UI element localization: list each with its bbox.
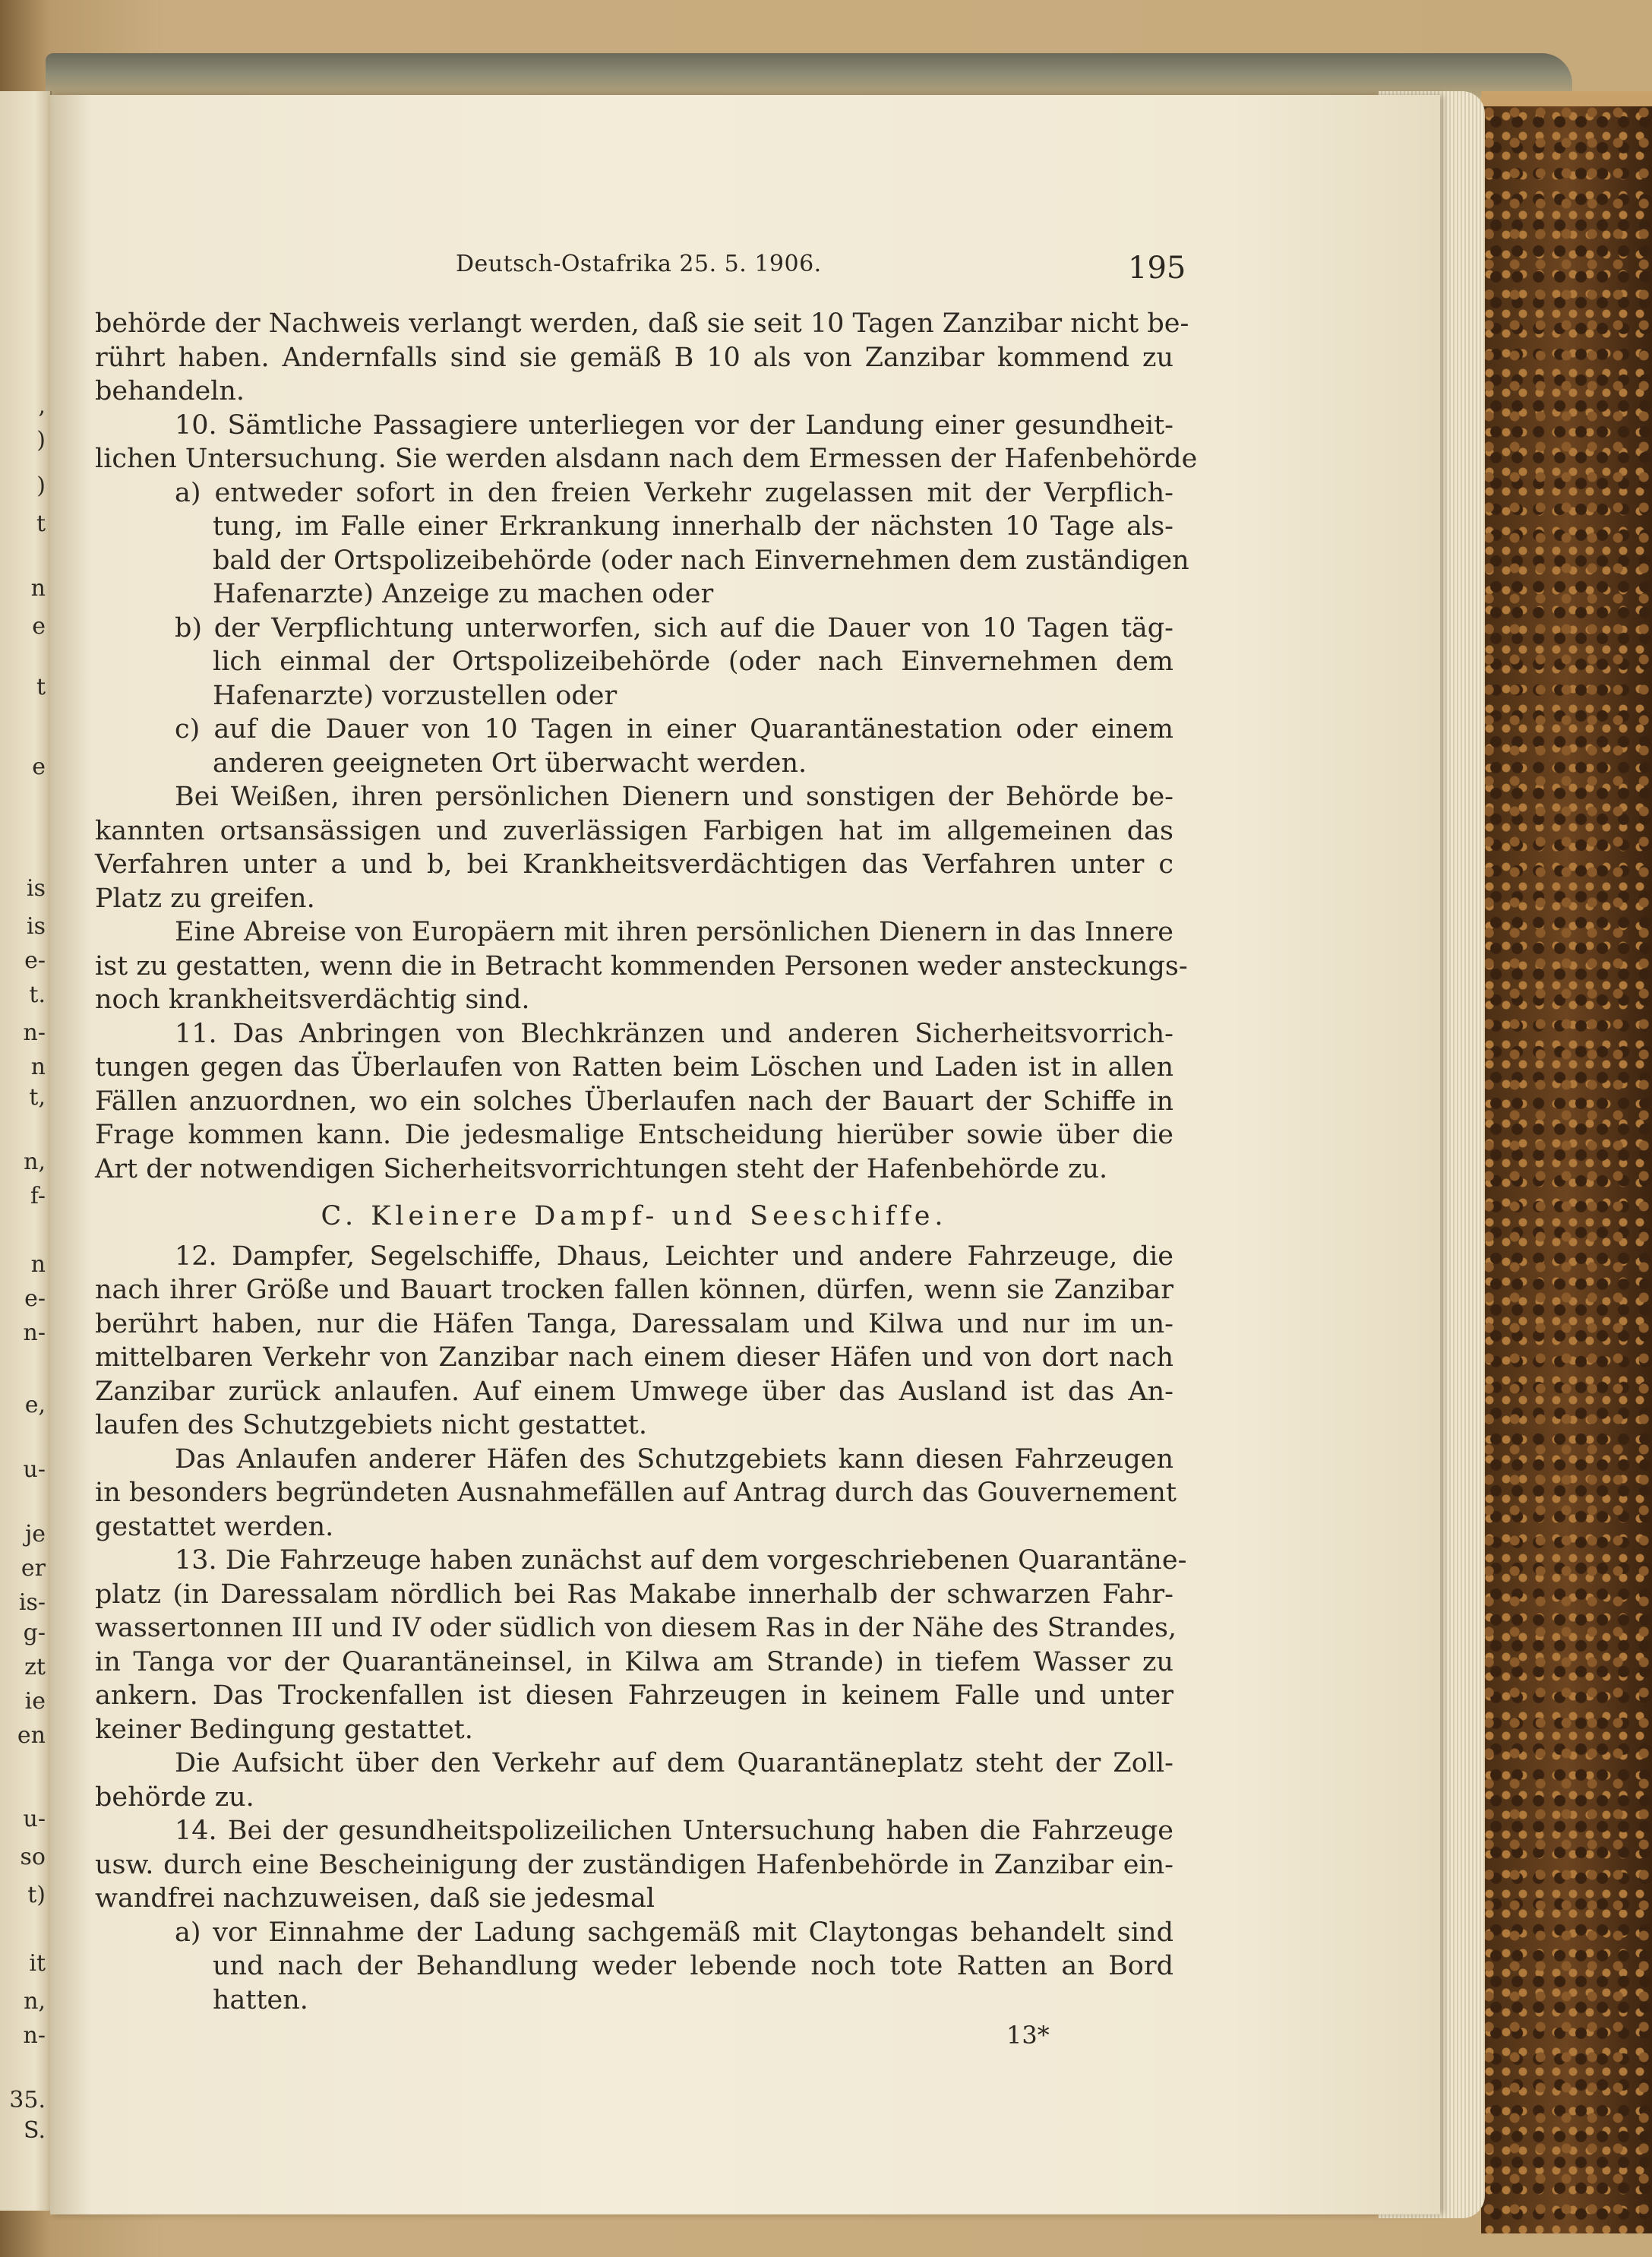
- text-line: behörde zu.: [95, 1781, 254, 1813]
- left-page-strip: [0, 91, 52, 2211]
- text-line: b) der Verpflichtung unterworfen, sich auf die Dauer von 10 Tagen täg-: [175, 612, 1173, 643]
- text-line: 12. Dampfer, Segelschiffe, Dhaus, Leichter und andere Fahrzeuge, die: [175, 1241, 1173, 1272]
- text-line: gestattet werden.: [95, 1511, 334, 1542]
- left-page-fragment: is: [27, 913, 46, 940]
- text-line: platz (in Daressalam nördlich bei Ras Makabe innerhalb der schwarzen Fahr-: [95, 1579, 1173, 1610]
- text-line: tung, im Falle einer Erkrankung innerhalb der nächsten 10 Tage als-: [213, 511, 1173, 542]
- left-page-fragment: t,: [29, 1084, 46, 1111]
- left-page-fragment: e: [32, 754, 46, 780]
- left-page-fragment: u-: [23, 1456, 46, 1483]
- body-text: [95, 307, 1198, 2017]
- left-page-fragment: e,: [24, 1392, 46, 1418]
- left-page-fragment: t.: [29, 982, 46, 1008]
- left-page-fragment: e-: [24, 947, 46, 974]
- text-line: Art der notwendigen Sicherheitsvorrichtungen steht der Hafenbehörde zu.: [95, 1153, 1108, 1184]
- running-head: Deutsch-Ostafrika 25. 5. 1906.: [456, 251, 822, 277]
- marbled-cover: [1481, 106, 1652, 2233]
- text-line: lichen Untersuchung. Sie werden alsdann nach dem Ermessen der Hafenbehörde: [95, 444, 1198, 474]
- left-page-fragment: t): [27, 1882, 46, 1908]
- text-line: Eine Abreise von Europäern mit ihren persönlichen Dienern in das Innere: [175, 917, 1173, 947]
- text-line: 14. Bei der gesundheitspolizeilichen Untersuchung haben die Fahrzeuge: [175, 1816, 1173, 1846]
- left-page-fragment: ,: [38, 393, 46, 419]
- text-line: Hafenarzte) vorzustellen oder: [213, 680, 618, 711]
- left-page-fragment: ): [36, 473, 46, 499]
- text-line: usw. durch eine Bescheinigung der zuständigen Hafenbehörde in Zanzibar ein-: [95, 1849, 1173, 1880]
- text-line: Die Aufsicht über den Verkehr auf dem Quarantäneplatz steht der Zoll-: [175, 1748, 1173, 1778]
- text-line: laufen des Schutzgebiets nicht gestattet.: [95, 1410, 648, 1440]
- left-page-fragment: e: [32, 613, 46, 640]
- text-line: behörde der Nachweis verlangt werden, daß sie seit 10 Tagen Zanzibar nicht be-: [95, 308, 1189, 339]
- text-line: berührt haben, nur die Häfen Tanga, Daressalam und Kilwa und nur im un-: [95, 1308, 1173, 1339]
- text-line: wassertonnen III und IV oder südlich von diesem Ras in der Nähe des Strandes,: [95, 1613, 1177, 1643]
- text-line: anderen geeigneten Ort überwacht werden.: [213, 748, 807, 779]
- text-line: Platz zu greifen.: [95, 883, 315, 914]
- text-line: Zanzibar zurück anlaufen. Auf einem Umwege über das Ausland ist das An-: [95, 1376, 1173, 1407]
- signature-mark: 13*: [1006, 2021, 1050, 2050]
- text-line: hatten.: [213, 1984, 308, 2015]
- left-page-fragment: 35.: [9, 2087, 46, 2113]
- left-page-fragment: g-: [23, 1620, 46, 1646]
- text-line: Verfahren unter a und b, bei Krankheitsverdächtigen das Verfahren unter c: [95, 849, 1173, 880]
- text-line: a) vor Einnahme der Ladung sachgemäß mit Claytongas behandelt sind: [175, 1917, 1173, 1948]
- left-page-fragment: is: [27, 875, 46, 902]
- left-page-fragment: ): [36, 427, 46, 454]
- text-line: Fällen anzuordnen, wo ein solches Überlaufen nach der Bauart der Schiffe in: [95, 1086, 1173, 1117]
- left-page-fragment: e-: [24, 1285, 46, 1312]
- text-line: ist zu gestatten, wenn die in Betracht kommenden Personen weder ansteckungs-: [95, 950, 1188, 982]
- text-line: 11. Das Anbringen von Blechkränzen und anderen Sicherheitsvorrich-: [175, 1018, 1173, 1049]
- text-line: Bei Weißen, ihren persönlichen Dienern und sonstigen der Behörde be-: [175, 782, 1173, 812]
- left-page-fragment: u-: [23, 1806, 46, 1832]
- text-line: c) auf die Dauer von 10 Tagen in einer Quarantänestation oder einem: [175, 714, 1173, 744]
- page-number: 195: [1128, 251, 1186, 286]
- left-page-fragment: it: [29, 1950, 46, 1977]
- text-line: rührt haben. Andernfalls sind sie gemäß B 10 als von Zanzibar kommend zu: [95, 342, 1173, 373]
- text-line: Hafenarzte) Anzeige zu machen oder: [213, 579, 714, 609]
- left-page-fragment: so: [20, 1844, 46, 1870]
- left-page-fragment: ie: [24, 1688, 46, 1715]
- left-page-fragment: n: [30, 1054, 46, 1080]
- text-line: keiner Bedingung gestattet.: [95, 1714, 473, 1745]
- book-binding: [46, 53, 1572, 99]
- text-line: in besonders begründeten Ausnahmefällen auf Antrag durch das Gouvernement: [95, 1478, 1177, 1508]
- left-page-fragment: S.: [23, 2117, 46, 2144]
- left-page-fragment: n: [30, 1251, 46, 1278]
- left-page-fragment: zt: [24, 1654, 46, 1680]
- text-line: bald der Ortspolizeibehörde (oder nach Einvernehmen dem zuständigen: [213, 545, 1189, 576]
- text-line: Frage kommen kann. Die jedesmalige Entscheidung hierüber sowie über die: [95, 1120, 1173, 1150]
- text-line: mittelbaren Verkehr von Zanzibar nach einem dieser Häfen und von dort nach: [95, 1342, 1173, 1373]
- left-page-fragment: je: [24, 1521, 46, 1547]
- text-line: a) entweder sofort in den freien Verkehr zugelassen mit der Verpflich-: [175, 477, 1173, 508]
- left-page-fragment: t: [36, 674, 46, 700]
- text-line: behandeln.: [95, 376, 245, 406]
- left-page-fragment: n: [30, 575, 46, 602]
- text-line: 10. Sämtliche Passagiere unterliegen vor der Landung einer gesundheit-: [175, 409, 1173, 441]
- left-page-fragment: f-: [30, 1183, 46, 1209]
- text-line: noch krankheitsverdächtig sind.: [95, 985, 530, 1015]
- left-page-fragment: er: [21, 1555, 46, 1582]
- text-line: kannten ortsansässigen und zuverlässigen Farbigen hat im allgemeinen das: [95, 815, 1173, 846]
- text-line: nach ihrer Größe und Bauart trocken fallen können, dürfen, wenn sie Zanzibar: [95, 1275, 1173, 1305]
- section-heading: C. Kleinere Dampf- und Seeschiffe.: [321, 1201, 948, 1231]
- text-line: 13. Die Fahrzeuge haben zunächst auf dem vorgeschriebenen Quarantäne-: [175, 1545, 1187, 1576]
- left-page-fragment: n-: [23, 1019, 46, 1046]
- text-line: ankern. Das Trockenfallen ist diesen Fahrzeugen in keinem Falle und unter: [95, 1680, 1173, 1711]
- left-page-fragment: t: [36, 511, 46, 537]
- left-page-fragment: is-: [18, 1589, 46, 1616]
- left-page-fragment: n-: [23, 1320, 46, 1346]
- left-page-fragment: n,: [24, 1149, 46, 1175]
- left-page-fragment: n-: [23, 2022, 46, 2049]
- text-line: tungen gegen das Überlaufen von Ratten beim Löschen und Laden ist in allen: [95, 1052, 1173, 1083]
- left-page-fragment: n,: [24, 1988, 46, 2015]
- text-line: und nach der Behandlung weder lebende noch tote Ratten an Bord: [213, 1951, 1173, 1981]
- text-line: lich einmal der Ortspolizeibehörde (oder nach Einvernehmen dem: [213, 646, 1173, 677]
- text-line: Das Anlaufen anderer Häfen des Schutzgebiets kann diesen Fahrzeugen: [175, 1443, 1173, 1475]
- left-page-fragment: en: [17, 1722, 46, 1749]
- text-line: wandfrei nachzuweisen, daß sie jedesmal: [95, 1883, 655, 1914]
- text-line: in Tanga vor der Quarantäneinsel, in Kilwa am Strande) in tiefem Wasser zu: [95, 1646, 1173, 1677]
